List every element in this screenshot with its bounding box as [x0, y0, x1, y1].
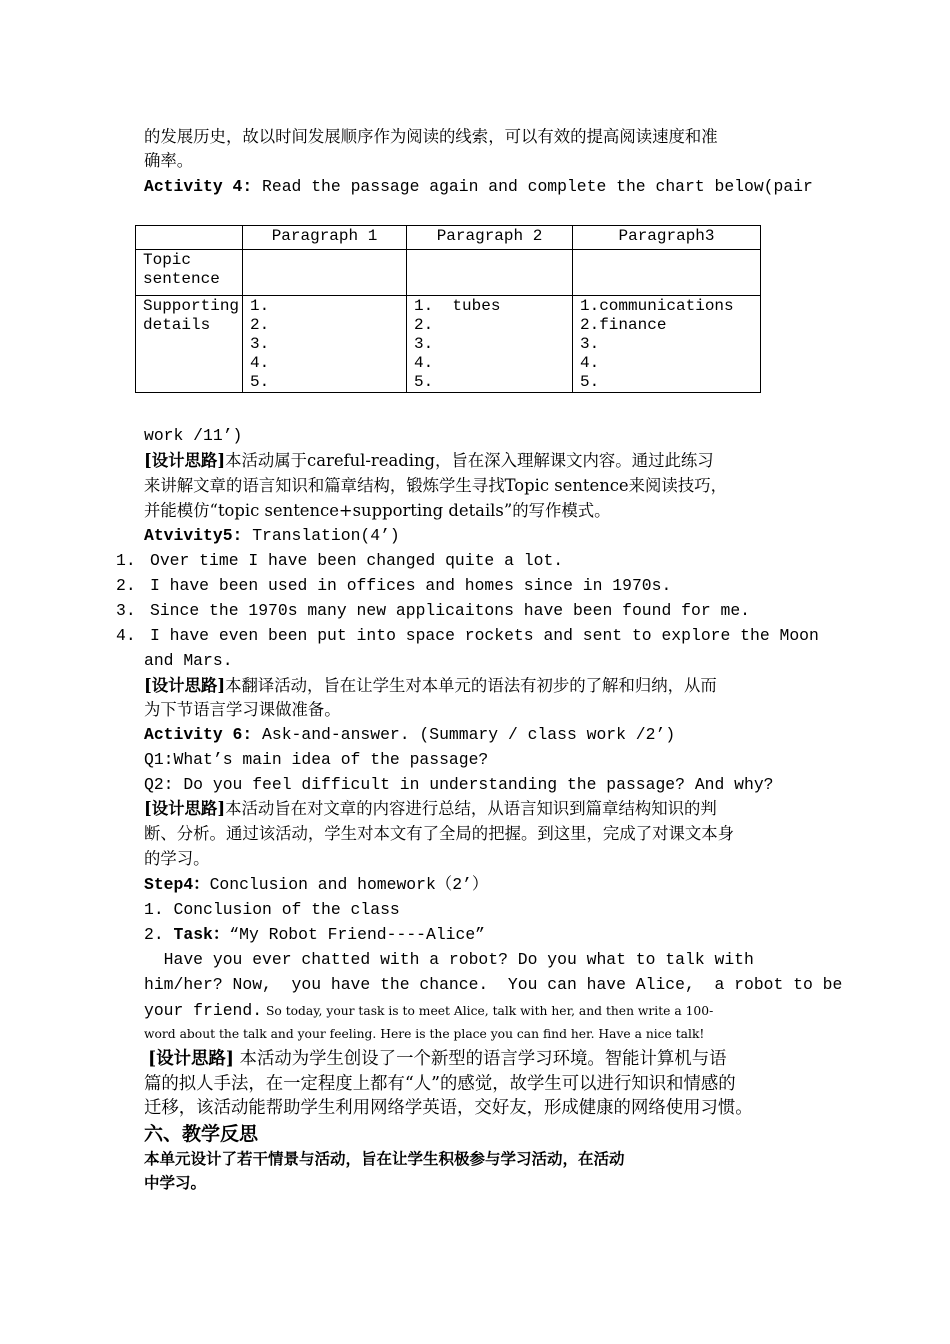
- step4-item-1: 1. Conclusion of the class: [144, 900, 400, 919]
- detail-item: 1.communications: [580, 297, 734, 315]
- activity5-label: Atvivity5:: [144, 526, 243, 545]
- reflection-line-1: 本单元设计了若干情景与活动，旨在让学生积极参与学习活动，在活动: [144, 1150, 625, 1168]
- chart-corner-cell: [136, 226, 243, 250]
- design-note-4-line-1: [148, 1048, 727, 1070]
- detail-item: 1.: [250, 297, 270, 315]
- design-tag: [设计思路]: [144, 676, 226, 695]
- design-note-1-line-2: 来讲解文章的语言知识和篇章结构，锻炼学生寻找Topic sentence来阅读技巧，: [144, 476, 727, 495]
- detail-item: 4.: [250, 354, 270, 372]
- detail-item: 1. tubes: [414, 297, 501, 315]
- task-line-4: word about the talk and your feeling. Here is the place you can find her. Have a nice talk!: [144, 1027, 705, 1041]
- detail-item: 2.: [414, 316, 434, 334]
- design-note-4-line-2: 篇的拟人手法，在一定程度上都有“人”的感觉，故学生可以进行知识和情感的: [144, 1074, 736, 1094]
- paragraph-chart-table: [135, 225, 761, 393]
- chart-cell-paragraph-1: [243, 296, 407, 393]
- chart-cell-paragraph-2: [407, 296, 573, 393]
- step4-heading: [144, 875, 488, 895]
- translation-item-number: 1.: [116, 551, 136, 570]
- reflection-line-2: 中学习。: [144, 1174, 207, 1192]
- translation-item-text: Since the 1970s many new applicaitons have been found for me.: [150, 601, 750, 620]
- chart-row-topic-sentence: [136, 250, 761, 296]
- design-note-3-line-1: [144, 799, 717, 819]
- row-label-line: sentence: [143, 270, 220, 288]
- task-line-1: Have you ever chatted with a robot? Do you what to talk with: [144, 950, 754, 969]
- design-note-2-line-1: [144, 676, 717, 696]
- reflection-heading: 六、教学反思: [144, 1123, 259, 1145]
- translation-item-text: I have been used in offices and homes since in 1970s.: [150, 576, 672, 595]
- item-number: 2.: [144, 925, 174, 944]
- question-2: Q2: Do you feel difficult in understanding the passage? And why?: [144, 775, 774, 794]
- design-tag: [设计思路]: [144, 451, 226, 470]
- detail-item: 3.: [250, 335, 270, 353]
- activity4-continuation: work /11’): [144, 426, 243, 445]
- activity4-heading: [144, 177, 813, 197]
- step4-item-2: [144, 925, 485, 945]
- design-tag: [设计思路]: [148, 1049, 235, 1069]
- chart-cell-empty: [407, 250, 573, 296]
- chart-cell-empty: [573, 250, 761, 296]
- translation-item-number: 3.: [116, 601, 136, 620]
- task-text-small: So today, your task is to meet Alice, talk with her, and then write a 100-: [262, 1004, 714, 1018]
- detail-item: 5.: [580, 373, 600, 391]
- activity6-text: Ask-and-answer. (Summary / class work /2’): [252, 725, 676, 744]
- detail-item: 4.: [580, 354, 600, 372]
- design-note-3-line-2: 断、分析。通过该活动，学生对本文有了全局的把握。到这里，完成了对课文本身: [144, 824, 735, 843]
- design-note-3-line-3: 的学习。: [144, 849, 210, 868]
- task-title: “My Robot Friend----Alice”: [229, 925, 486, 944]
- activity6-heading: [144, 725, 675, 745]
- activity4-label: Activity 4:: [144, 177, 253, 196]
- design-note-text: 本活动属于careful-reading，旨在深入理解课文内容。通过此练习: [225, 451, 714, 470]
- detail-item: 4.: [414, 354, 434, 372]
- intro-line-1: 的发展历史，故以时间发展顺序作为阅读的线索，可以有效的提高阅读速度和准: [144, 127, 718, 146]
- task-text: your friend.: [144, 1001, 263, 1020]
- detail-item: 2.finance: [580, 316, 667, 334]
- step4-text: Conclusion and homework（2’）: [209, 875, 489, 894]
- detail-item: 3.: [580, 335, 600, 353]
- translation-item-number: 4.: [116, 626, 136, 645]
- activity5-heading: [144, 526, 400, 546]
- intro-line-2: 确率。: [144, 151, 194, 170]
- translation-item-text: Over time I have been changed quite a lot.: [150, 551, 564, 570]
- detail-item: 3.: [414, 335, 434, 353]
- design-note-text: 本翻译活动，旨在让学生对本单元的语法有初步的了解和归纳，从而: [225, 676, 717, 695]
- design-note-1-line-3: 并能模仿“topic sentence+supporting details”的写作模式。: [144, 501, 611, 520]
- translation-item-number: 2.: [116, 576, 136, 595]
- activity6-label: Activity 6:: [144, 725, 253, 744]
- design-note-text: 本活动为学生创设了一个新型的语言学习环境。智能计算机与语: [234, 1049, 727, 1069]
- design-note-2-line-2: 为下节语言学习课做准备。: [144, 700, 341, 719]
- chart-cell-paragraph-3: [573, 296, 761, 393]
- translation-item-continuation: and Mars.: [144, 651, 233, 670]
- chart-header-paragraph-3: Paragraph3: [573, 226, 761, 250]
- chart-row-label: [136, 296, 243, 393]
- question-1: Q1:What’s main idea of the passage?: [144, 750, 489, 769]
- chart-row-label: [136, 250, 243, 296]
- detail-item: 5.: [414, 373, 434, 391]
- task-label: Task：: [173, 925, 230, 944]
- chart-cell-empty: [243, 250, 407, 296]
- task-line-3: [144, 1000, 713, 1021]
- row-label-line: Topic: [143, 251, 192, 269]
- chart-header-paragraph-1: Paragraph 1: [243, 226, 407, 250]
- chart-header-paragraph-2: Paragraph 2: [407, 226, 573, 250]
- detail-item: 5.: [250, 373, 270, 391]
- design-note-4-line-3: 迁移，该活动能帮助学生利用网络学英语，交好友，形成健康的网络使用习惯。: [144, 1098, 753, 1118]
- activity5-text: Translation(4’): [242, 526, 400, 545]
- step4-label: Step4：: [144, 875, 210, 894]
- row-label-line: Supporting: [143, 297, 240, 315]
- activity4-text: Read the passage again and complete the chart below(pair: [252, 177, 813, 196]
- chart-row-supporting-details: [136, 296, 761, 393]
- row-label-line: details: [143, 316, 211, 334]
- design-note-1-line-1: [144, 451, 714, 471]
- chart-header-row: [136, 226, 761, 250]
- translation-item-text: I have even been put into space rockets and sent to explore the Moon: [150, 626, 819, 645]
- design-note-text: 本活动旨在对文章的内容进行总结，从语言知识到篇章结构知识的判: [225, 799, 717, 818]
- design-tag: [设计思路]: [144, 799, 226, 818]
- task-line-2: him/her? Now, you have the chance. You can have Alice, a robot to be: [144, 975, 843, 994]
- detail-item: 2.: [250, 316, 270, 334]
